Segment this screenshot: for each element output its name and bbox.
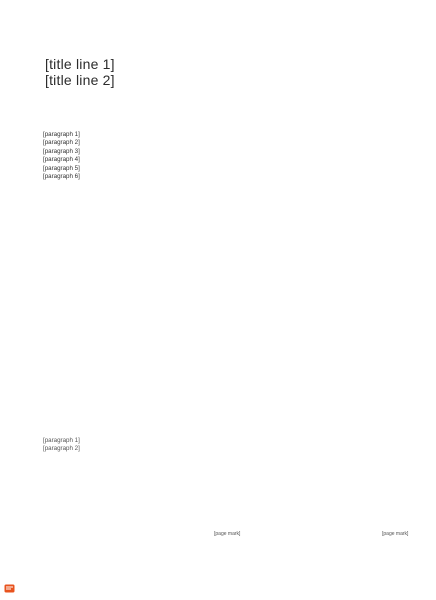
- title-english: [title line 2]: [45, 72, 115, 88]
- page-number-left: [page mark]: [214, 531, 241, 537]
- english-paragraph-1: [paragraph 1]: [43, 437, 80, 444]
- italian-paragraph-5: [paragraph 5]: [43, 164, 80, 172]
- viewer-badge-icon-graphic: [4, 583, 15, 594]
- article-title: [45, 56, 375, 88]
- viewer-badge-icon[interactable]: [4, 581, 15, 592]
- title-italian: [title line 1]: [45, 56, 115, 72]
- english-paragraph-2: [paragraph 2]: [43, 445, 80, 453]
- italian-paragraph-6: [paragraph 6]: [43, 173, 80, 181]
- italian-paragraph-4: [paragraph 4]: [43, 156, 80, 164]
- italian-paragraph-1: [paragraph 1]: [43, 131, 80, 138]
- italian-body-text: [43, 131, 393, 181]
- page-number-right: [page mark]: [382, 531, 409, 537]
- italian-paragraph-3: [paragraph 3]: [43, 147, 80, 155]
- english-body-text: [43, 437, 393, 454]
- italian-paragraph-2: [paragraph 2]: [43, 139, 80, 147]
